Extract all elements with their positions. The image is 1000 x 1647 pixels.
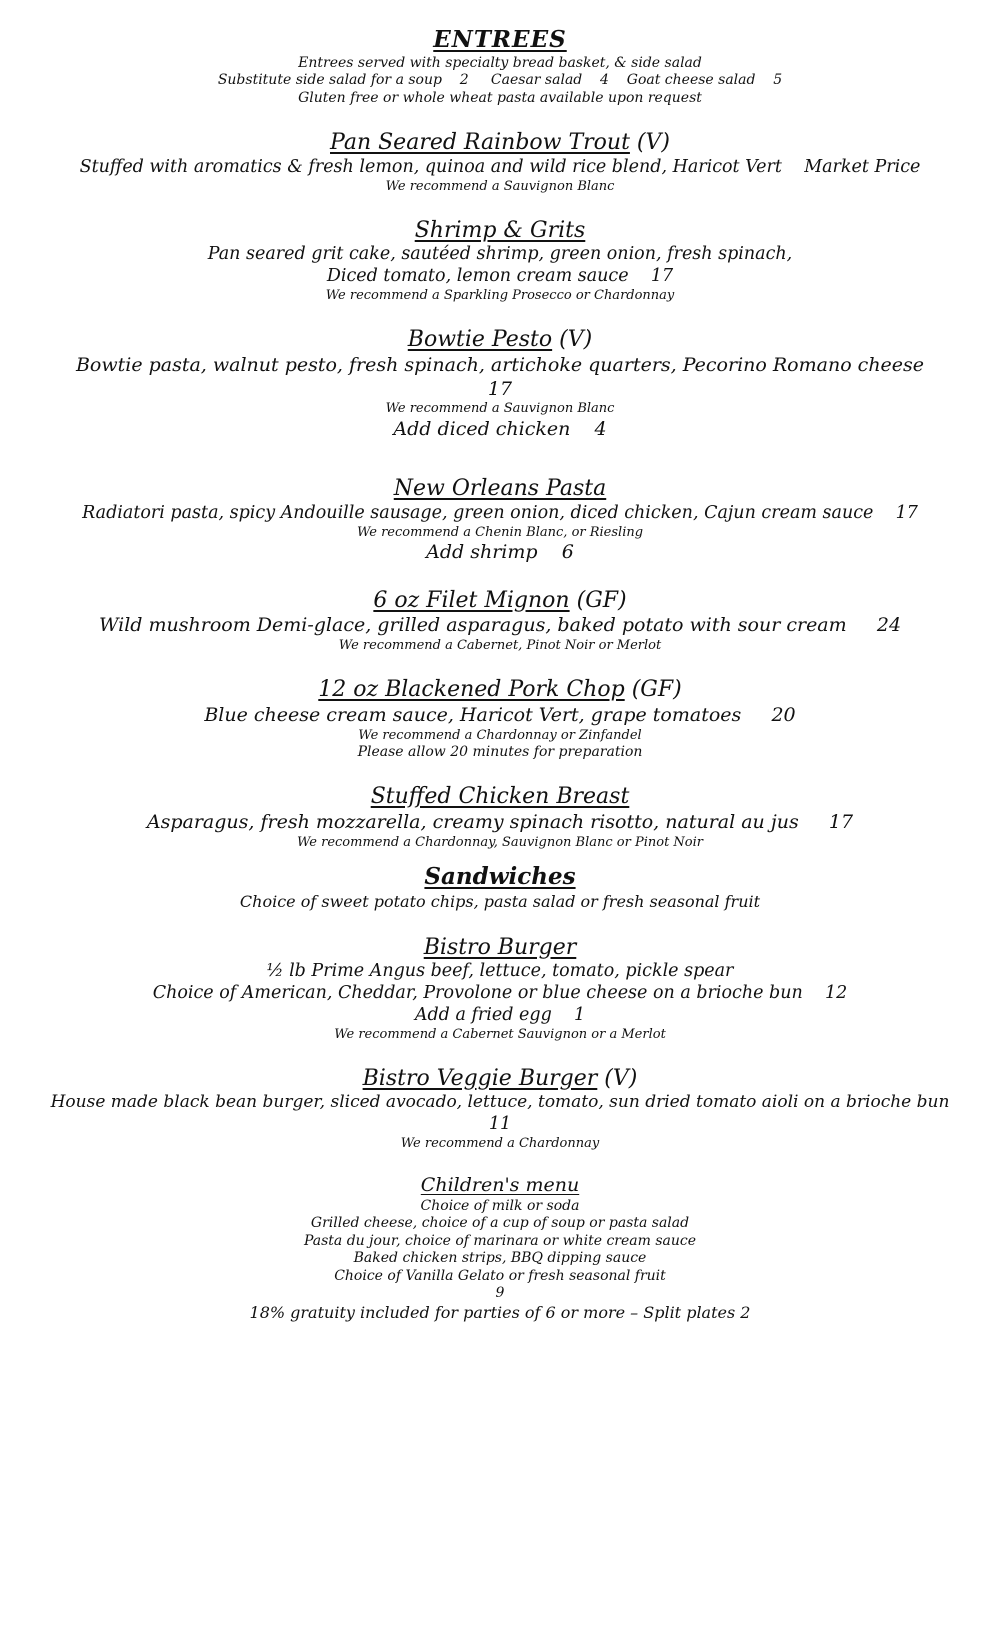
menu-item-name: New Orleans Pasta [393, 476, 607, 502]
menu-item-price: 17 [487, 377, 513, 400]
menu-item-desc: ½ lb Prime Angus beef, lettuce, tomato, pickle spear [266, 961, 734, 981]
menu-item-name: Stuffed Chicken Breast [370, 784, 630, 810]
wine-recommendation: We recommend a Cabernet Sauvignon or a Merlot [334, 1026, 666, 1042]
entrees-note: Entrees served with specialty bread basket, & side salad [298, 54, 702, 71]
sandwiches-header: Sandwiches [424, 862, 576, 890]
menu-item-desc: Diced tomato, lemon cream sauce 17 [326, 266, 674, 287]
diet-tag: (V) [604, 1065, 638, 1091]
menu-item-desc: Choice of American, Cheddar, Provolone or blue cheese on a brioche bun 12 [152, 982, 848, 1003]
menu-item-price: 11 [488, 1113, 512, 1134]
menu-item-name: Bowtie Pesto [407, 327, 553, 353]
wine-recommendation: We recommend a Chardonnay or Zinfandel [358, 727, 642, 743]
entrees-note: Substitute side salad for a soup 2 Caesar salad 4 Goat cheese salad 5 [217, 72, 783, 89]
menu-item-desc: Radiatori pasta, spicy Andouille sausage, green onion, diced chicken, Cajun cream sauce 17 [82, 502, 918, 523]
menu-item-title [0, 934, 1000, 962]
wine-recommendation: We recommend a Sauvignon Blanc [385, 178, 615, 194]
menu-item-addon: Add shrimp 6 [426, 541, 574, 563]
wine-recommendation: We recommend a Sparkling Prosecco or Chardonnay [325, 288, 675, 304]
menu-item-name: 12 oz Blackened Pork Chop [318, 677, 625, 703]
childrens-menu-line: Choice of Vanilla Gelato or fresh seasonal fruit [334, 1267, 666, 1284]
menu-item-title [0, 217, 1000, 245]
menu-item-desc: Stuffed with aromatics & fresh lemon, quinoa and wild rice blend, Haricot Vert Market Price [79, 156, 921, 177]
diet-tag: (V) [559, 327, 593, 353]
menu-item-title [0, 475, 1000, 503]
menu-item-name: Pan Seared Rainbow Trout [330, 130, 630, 156]
menu-item-addon: Add a fried egg 1 [414, 1004, 586, 1025]
menu-item-desc: Asparagus, fresh mozzarella, creamy spinach risotto, natural au jus 17 [146, 810, 854, 833]
wine-recommendation: We recommend a Chardonnay [400, 1135, 600, 1151]
prep-note: Please allow 20 minutes for preparation [357, 743, 643, 760]
childrens-menu-line: Baked chicken strips, BBQ dipping sauce [353, 1250, 647, 1266]
menu-item-title [0, 326, 1000, 354]
menu-item-title [0, 129, 1000, 157]
menu-item-name: Shrimp & Grits [414, 217, 586, 243]
menu-item-name: Bistro Burger [423, 934, 577, 960]
menu-item-addon: Add diced chicken 4 [393, 417, 607, 440]
menu-item-title [0, 587, 1000, 615]
menu-item-name: 6 oz Filet Mignon [373, 587, 570, 613]
wine-recommendation: We recommend a Chenin Blanc, or Riesling [356, 524, 644, 540]
diet-tag: (V) [636, 130, 670, 156]
gratuity-footer: 18% gratuity included for parties of 6 or more – Split plates 2 [249, 1302, 751, 1322]
menu-item-desc: Pan seared grit cake, sautéed shrimp, green onion, fresh spinach, [207, 244, 793, 265]
diet-tag: (GF) [576, 587, 627, 613]
childrens-menu-line: Grilled cheese, choice of a cup of soup or pasta salad [310, 1215, 690, 1231]
menu-item-title [0, 783, 1000, 811]
menu-item-desc: Bowtie pasta, walnut pesto, fresh spinach, artichoke quarters, Pecorino Romano cheese [75, 353, 925, 376]
sandwiches-note: Choice of sweet potato chips, pasta salad or fresh seasonal fruit [239, 891, 761, 911]
childrens-menu-name: Children's menu [420, 1173, 580, 1196]
menu-item-desc: Wild mushroom Demi-glace, grilled asparagus, baked potato with sour cream 24 [98, 614, 902, 637]
menu-item-title [0, 676, 1000, 704]
wine-recommendation: We recommend a Sauvignon Blanc [385, 401, 615, 417]
childrens-menu-line: Pasta du jour, choice of marinara or white cream sauce [303, 1232, 697, 1249]
childrens-menu-price: 9 [495, 1285, 505, 1301]
wine-recommendation: We recommend a Cabernet, Pinot Noir or Merlot [338, 638, 662, 653]
childrens-menu-title [0, 1174, 1000, 1198]
diet-tag: (GF) [631, 677, 682, 703]
menu-item-desc: House made black bean burger, sliced avocado, lettuce, tomato, sun dried tomato aioli on a brioche bun [50, 1092, 950, 1113]
menu-item-title [0, 1065, 1000, 1093]
entrees-note: Gluten free or whole wheat pasta available upon request [298, 89, 702, 106]
menu-item-desc: Blue cheese cream sauce, Haricot Vert, grape tomatoes 20 [204, 703, 796, 726]
entrees-header: ENTREES [433, 26, 567, 53]
menu-item-name: Bistro Veggie Burger [362, 1065, 598, 1091]
childrens-menu-line: Choice of milk or soda [420, 1197, 580, 1214]
wine-recommendation: We recommend a Chardonnay, Sauvignon Blanc or Pinot Noir [296, 834, 704, 850]
